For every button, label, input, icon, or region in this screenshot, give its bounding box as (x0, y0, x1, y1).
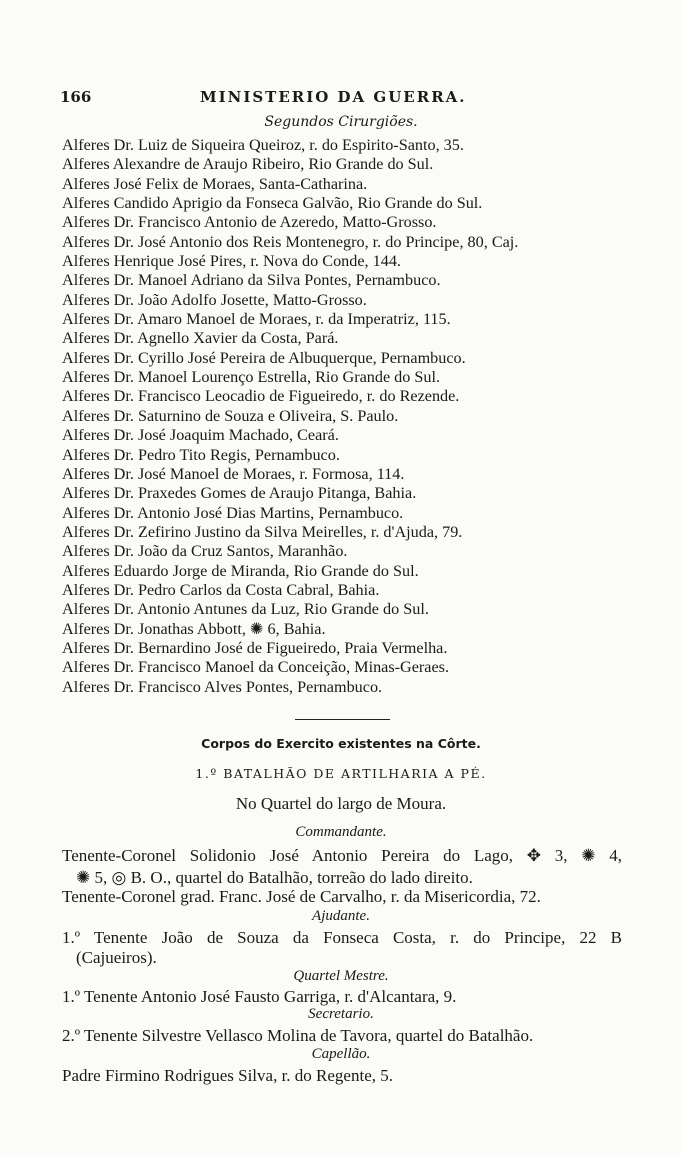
list-item: Alferes Dr. José Joaquim Machado, Ceará. (62, 426, 339, 445)
section-title: Corpos do Exercito existentes na Côrte. (201, 736, 481, 751)
list-item: Alferes Dr. João Adolfo Josette, Matto-Grosso. (62, 290, 367, 309)
list-item: Alferes Dr. Pedro Tito Regis, Pernambuco. (62, 445, 340, 464)
list-item: Alferes Dr. Antonio Antunes da Luz, Rio Grande do Sul. (62, 600, 429, 619)
list-item: Alferes Henrique José Pires, r. Nova do Conde, 144. (62, 252, 401, 271)
list-item: Alferes Dr. Manoel Adriano da Silva Pontes, Pernambuco. (62, 271, 441, 290)
list-item: Alferes Dr. José Antonio dos Reis Montenegro, r. do Principe, 80, Caj. (62, 232, 519, 251)
role-label-ajudante: Ajudante. (312, 908, 370, 924)
role-label-secretario: Secretario. (308, 1006, 374, 1022)
list-item: Alferes Alexandre de Araujo Ribeiro, Rio Grande do Sul. (62, 155, 434, 174)
list-item: Alferes Dr. Jonathas Abbott, ✺ 6, Bahia. (62, 619, 326, 638)
list-item: Alferes Dr. Luiz de Siqueira Queiroz, r. do Espirito-Santo, 35. (62, 136, 464, 154)
commandante-line-2: ✺ 5, ◎ B. O., quartel do Batalhão, torreão do lado direito. (76, 868, 473, 887)
role-label-quartel-mestre: Quartel Mestre. (293, 968, 389, 984)
list-item: Alferes Dr. Cyrillo José Pereira de Albuquerque, Pernambuco. (62, 348, 466, 367)
entry-list (62, 136, 622, 697)
section-subtitle: Segundos Cirurgiões. (264, 114, 418, 130)
list-item: Alferes Dr. Agnello Xavier da Costa, Pará. (62, 329, 339, 348)
list-item: Alferes Dr. Francisco Leocadio de Figueiredo, r. do Rezende. (62, 387, 460, 406)
role-label-capellao: Capellão. (311, 1046, 371, 1062)
page-number: 166 (60, 88, 92, 106)
list-item: Alferes Dr. Saturnino de Souza e Oliveira, S. Paulo. (62, 406, 399, 425)
list-item: Alferes Dr. Zefirino Justino da Silva Meirelles, r. d'Ajuda, 79. (62, 522, 463, 541)
quartel-mestre-line: 1.º Tenente Antonio José Fausto Garriga, r. d'Alcantara, 9. (62, 987, 457, 1006)
list-item: Alferes Dr. Praxedes Gomes de Araujo Pitanga, Bahia. (62, 484, 417, 503)
list-item: Alferes Dr. Francisco Manoel da Conceição, Minas-Geraes. (62, 658, 450, 677)
battalion-heading: 1.º BATALHÃO DE ARTILHARIA A PÉ. (195, 766, 487, 781)
secretario-line: 2.º Tenente Silvestre Vellasco Molina de Tavora, quartel do Batalhão. (62, 1026, 534, 1045)
list-item: Alferes Dr. Francisco Alves Pontes, Pernambuco. (62, 677, 383, 696)
list-item: Alferes Candido Aprigio da Fonseca Galvão, Rio Grande do Sul. (62, 194, 483, 213)
list-item: Alferes Dr. Antonio José Dias Martins, Pernambuco. (62, 503, 404, 522)
capellao-line: Padre Firmino Rodrigues Silva, r. do Regente, 5. (62, 1066, 393, 1085)
ajudante-line-2: (Cajueiros). (76, 948, 157, 967)
commandante-2-line: Tenente-Coronel grad. Franc. José de Carvalho, r. da Misericordia, 72. (62, 887, 541, 906)
running-title: MINISTERIO DA GUERRA. (200, 88, 467, 106)
list-item: Alferes Dr. Bernardino José de Figueiredo, Praia Vermelha. (62, 638, 448, 657)
list-item: Alferes Dr. Pedro Carlos da Costa Cabral, Bahia. (62, 580, 380, 599)
list-item: Alferes José Felix de Moraes, Santa-Catharina. (62, 174, 368, 193)
list-item: Alferes Dr. Francisco Antonio de Azeredo, Matto-Grosso. (62, 213, 437, 232)
battalion-location: No Quartel do largo de Moura. (235, 794, 447, 813)
commandante-line-1: Tenente-Coronel Solidonio José Antonio Pereira do Lago, ✥ 3, ✺ 4, (62, 846, 622, 865)
page-header (60, 88, 620, 110)
list-item: Alferes Dr. Manoel Lourenço Estrella, Rio Grande do Sul. (62, 368, 441, 387)
ajudante-line-1: 1.º Tenente João de Souza da Fonseca Costa, r. do Principe, 22 B (62, 928, 622, 947)
list-item: Alferes Dr. Amaro Manoel de Moraes, r. da Imperatriz, 115. (62, 310, 451, 329)
list-item: Alferes Dr. José Manoel de Moraes, r. Formosa, 114. (62, 464, 405, 483)
list-item: Alferes Dr. João da Cruz Santos, Maranhão. (62, 542, 348, 561)
section-divider (295, 719, 390, 720)
list-item: Alferes Eduardo Jorge de Miranda, Rio Grande do Sul. (62, 561, 419, 580)
role-label-commandante: Commandante. (295, 824, 387, 840)
